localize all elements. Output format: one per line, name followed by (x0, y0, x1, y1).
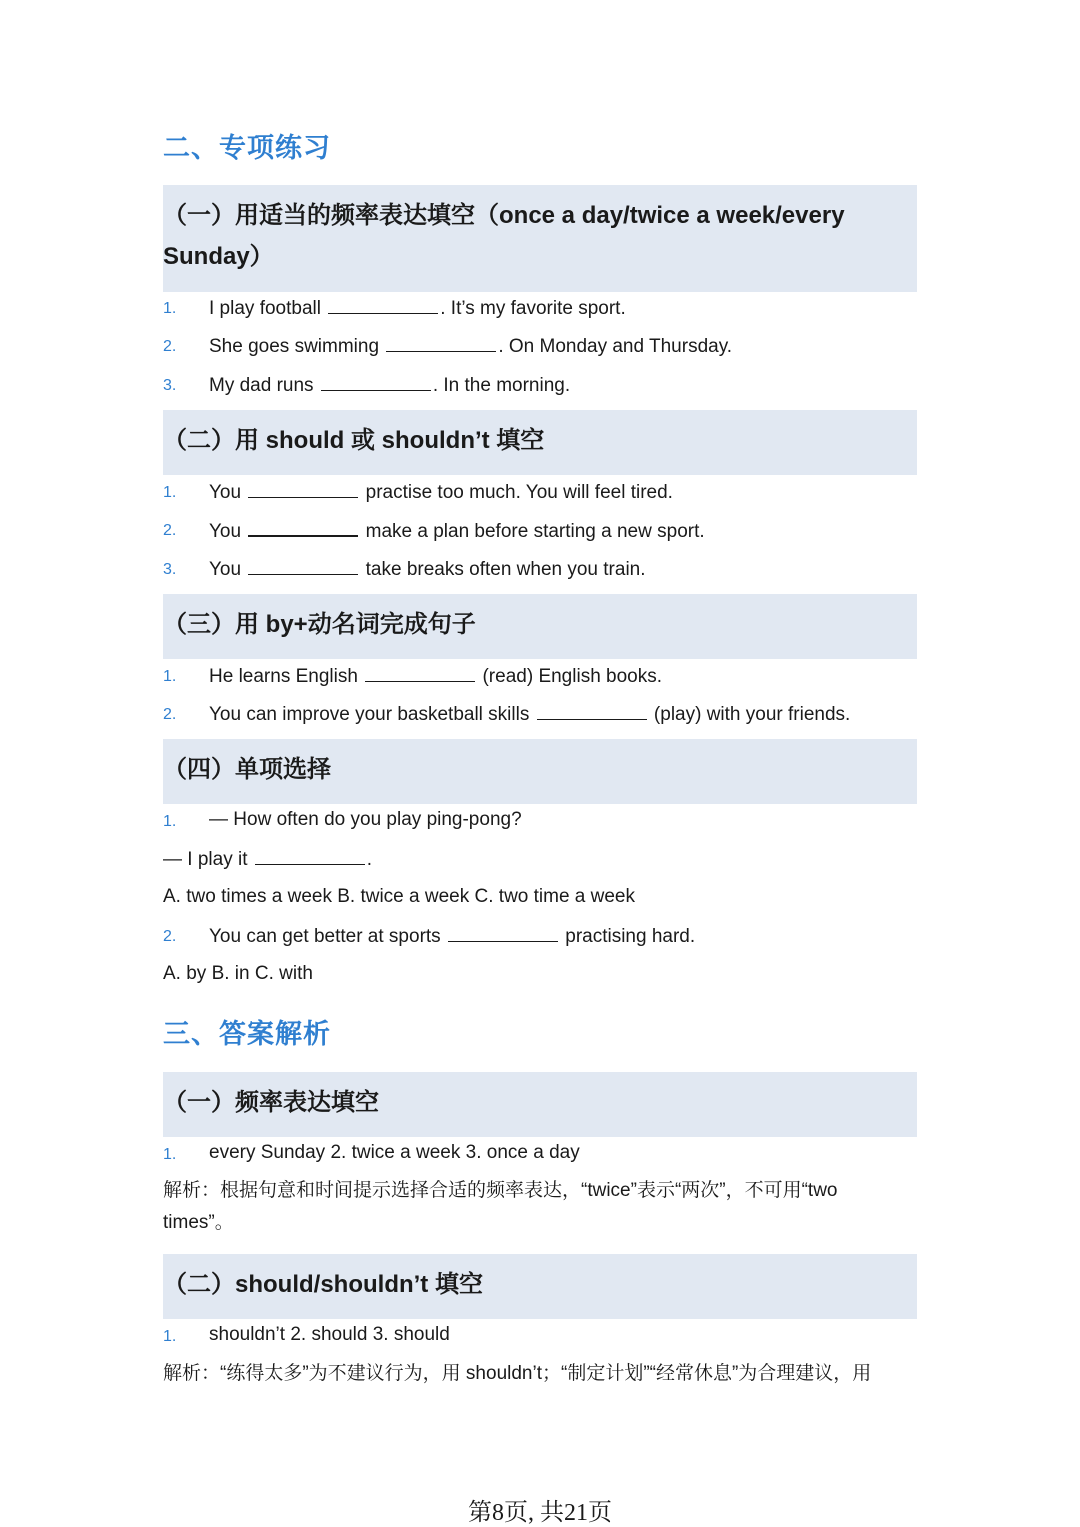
item-number: 2. (163, 706, 177, 723)
item-number: 1. (163, 813, 177, 830)
item-text-before: You can improve your basketball skills (209, 704, 530, 725)
answer-blank[interactable] (248, 478, 358, 498)
subsection-header (163, 185, 917, 292)
answer-text: shouldn’t 2. should 3. should (209, 1324, 450, 1345)
item-number: 2. (163, 338, 177, 355)
item-text-after: take breaks often when you train. (365, 559, 646, 580)
item-number: 1. (163, 1146, 177, 1163)
options-line: A. two times a week B. twice a week C. two time a week (163, 886, 636, 907)
answer-text-after: . (366, 849, 373, 870)
item-text-before: You can get better at sports (209, 926, 441, 947)
item-text-after: practise too much. You will feel tired. (365, 482, 673, 503)
subsection-title: （二）should/shouldn’t 填空 (163, 1271, 483, 1298)
answer-blank[interactable] (248, 555, 358, 575)
item-text-after: (read) English books. (482, 666, 663, 687)
item-number: 2. (163, 522, 177, 539)
subsection-header (163, 1072, 917, 1137)
subsection-title: （四）单项选择 (163, 756, 331, 783)
item-text-after: make a plan before starting a new sport. (365, 521, 705, 542)
item-text-after: . In the morning. (432, 375, 571, 396)
item-text-after: (play) with your friends. (653, 704, 851, 725)
answer-blank[interactable] (365, 662, 475, 682)
item-text-before: You (209, 482, 242, 503)
answer-line (163, 845, 372, 873)
subsection-header (163, 739, 917, 804)
item-number: 1. (163, 668, 177, 685)
section-heading: 三、答案解析 (163, 1019, 331, 1049)
item-number: 1. (163, 484, 177, 501)
item-text-before: He learns English (209, 666, 358, 687)
item-number: 3. (163, 377, 177, 394)
subsection-header (163, 410, 917, 475)
answer-blank[interactable] (255, 845, 365, 865)
subsection-header (163, 1254, 917, 1319)
answer-blank[interactable] (248, 516, 358, 537)
subsection-title: （三）用 by+动名词完成句子 (163, 611, 476, 638)
answer-blank[interactable] (321, 371, 431, 391)
answer-blank[interactable] (328, 294, 438, 314)
page-footer: 第8页, 共21页 (468, 1500, 612, 1526)
item-text-before: My dad runs (209, 375, 314, 396)
item-text-after: practising hard. (565, 926, 696, 947)
item-number: 2. (163, 928, 177, 945)
question-text: — How often do you play ping-pong? (209, 809, 522, 830)
item-text-before: You (209, 521, 242, 542)
item-text-before: I play football (209, 298, 321, 319)
subsection-title: （一）用适当的频率表达填空（once a day/twice a week/every Sunday） (163, 202, 845, 270)
answer-blank[interactable] (537, 700, 647, 720)
item-text-before: You (209, 559, 242, 580)
answer-text-before: — I play it (163, 849, 248, 870)
item-number: 1. (163, 300, 177, 317)
analysis-paragraph: 解析：“练得太多”为不建议行为，用 shouldn’t；“制定计划”“经常休息”为合理建议，用 (163, 1363, 872, 1384)
answer-blank[interactable] (386, 332, 496, 352)
subsection-header (163, 594, 917, 659)
item-number: 3. (163, 561, 177, 578)
section-heading: 二、专项练习 (163, 133, 331, 163)
subsection-title: （二）用 should 或 shouldn’t 填空 (163, 427, 545, 454)
answer-blank[interactable] (448, 922, 558, 942)
answer-text: every Sunday 2. twice a week 3. once a day (209, 1142, 580, 1163)
subsection-title: （一）频率表达填空 (163, 1089, 379, 1116)
options-line: A. by B. in C. with (163, 963, 313, 984)
item-text-after: . It’s my favorite sport. (440, 298, 626, 319)
item-text-after: . On Monday and Thursday. (498, 336, 733, 357)
analysis-paragraph: 解析：根据句意和时间提示选择合适的频率表达，“twice”表示“两次”，不可用“two times”。 (163, 1180, 838, 1233)
item-text-before: She goes swimming (209, 336, 380, 357)
item-number: 1. (163, 1328, 177, 1345)
